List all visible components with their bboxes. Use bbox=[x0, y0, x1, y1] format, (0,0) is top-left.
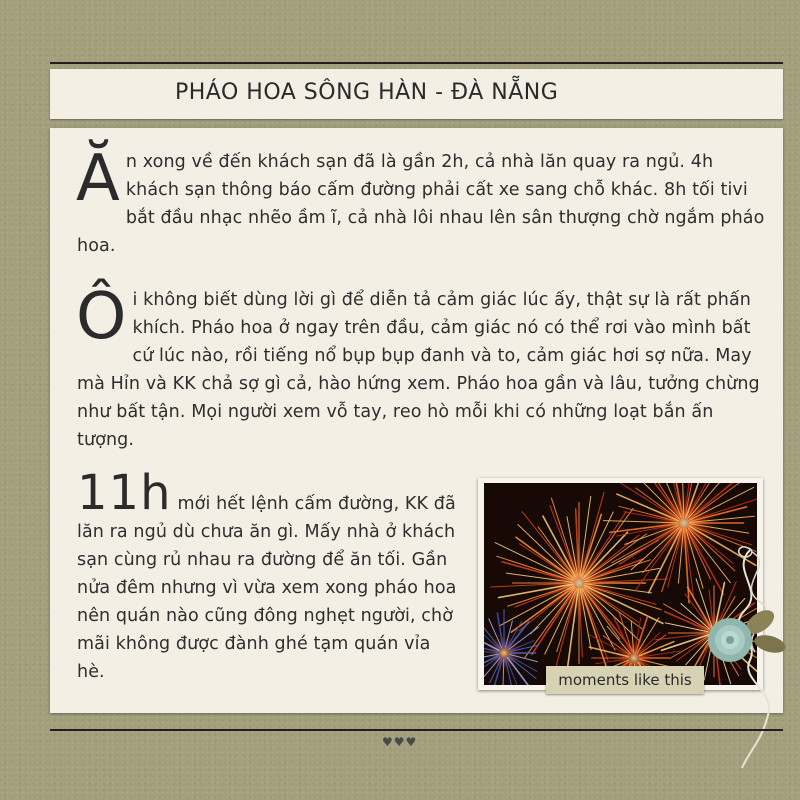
page-title: PHÁO HOA SÔNG HÀN - ĐÀ NẴNG bbox=[175, 80, 559, 105]
paragraph-1-text: n xong về đến khách sạn đã là gần 2h, cả nhà lăn quay ra ngủ. 4h khách sạn thông báo cấm đường phải cất xe sang chỗ khác. 8h tối tivi bắt đầu nhạc nhẽo ầm ĩ, cả nhà lôi nhau lên sân thượng chờ ngắm pháo hoa. bbox=[77, 152, 765, 256]
dropcap-1: Ă bbox=[76, 142, 120, 216]
title-banner bbox=[50, 69, 783, 119]
photo-caption: moments like this bbox=[558, 671, 692, 689]
top-divider-rule bbox=[50, 62, 783, 64]
flower-embellishment bbox=[700, 600, 790, 670]
hearts-ornament: ♥♥♥ bbox=[382, 735, 418, 749]
paragraph-2-text: i không biết dùng lời gì để diễn tả cảm giác lúc ấy, thật sự là rất phấn khích. Pháo hoa ở ngay trên đầu, cảm giác nó có thể rơi vào mình bất cứ lúc nào, rồi tiếng nổ bụp bụp đanh và to, cảm giác hơi sợ nữa. May mà Hỉn và KK chả sợ gì cả, hào hứng xem. Pháo hoa gần và lâu, tưởng chừng như bất tận. Mọi người xem vỗ tay, reo hò mỗi khi có những loạt bắn ấn tượng. bbox=[77, 290, 760, 450]
paragraph-3 bbox=[77, 465, 462, 686]
paragraph-2 bbox=[76, 280, 767, 454]
paragraph-3-text: mới hết lệnh cấm đường, KK đã lăn ra ngủ dù chưa ăn gì. Mấy nhà ở khách sạn cùng rủ nhau ra đường để ăn tối. Gần nửa đêm nhưng vì vừa xem xong pháo hoa nên quán nào cũng đông nghẹt người, chờ mãi không được đành ghé tạm quán vỉa hè. bbox=[77, 494, 457, 682]
paragraph-1 bbox=[76, 142, 767, 260]
dropcap-2: Ô bbox=[76, 280, 127, 354]
time-lead: 11h bbox=[77, 465, 172, 521]
bottom-divider-rule bbox=[50, 729, 783, 731]
caption-tag bbox=[546, 666, 704, 694]
